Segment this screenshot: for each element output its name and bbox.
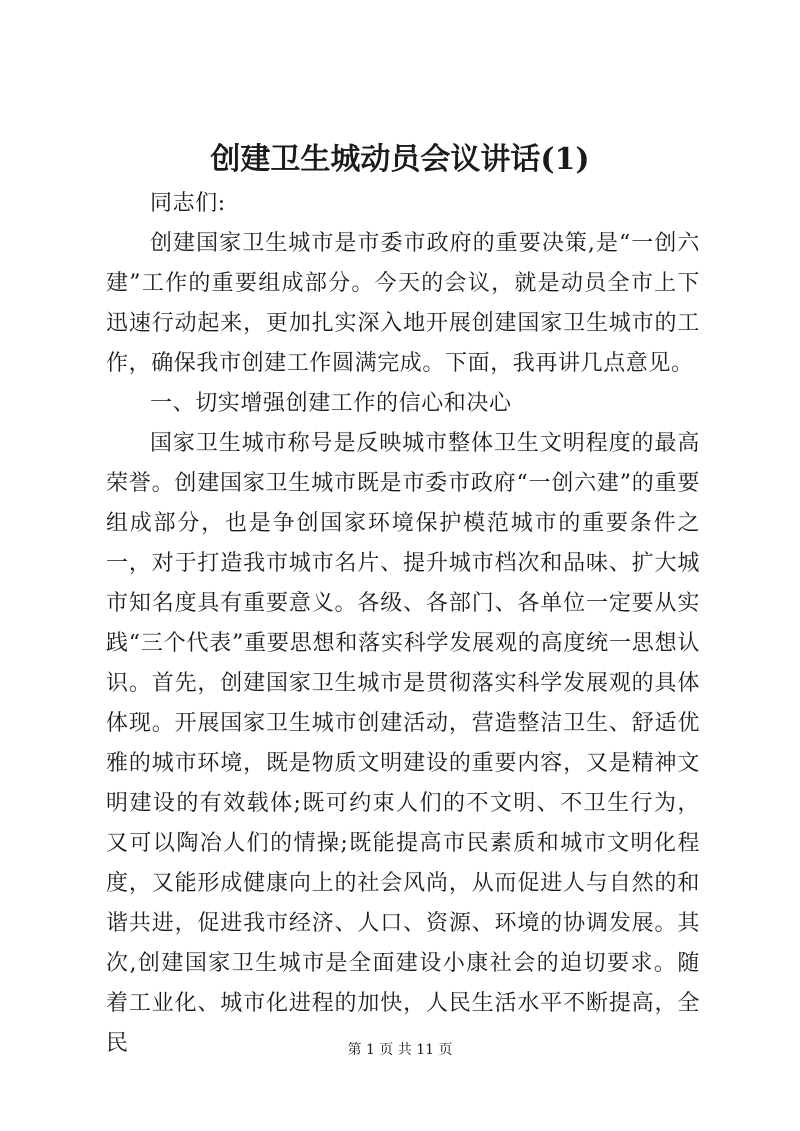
intro-paragraph: 创建国家卫生城市是市委市政府的重要决策,是“一创六建”工作的重要组成部分。今天的会议，就是动员全市上下迅速行动起来，更加扎实深入地开展创建国家卫生城市的工作，确保我市创建工作圆满完成。下面，我再讲几点意见。	[106, 231, 700, 376]
salutation-paragraph: 同志们:	[150, 191, 226, 216]
document-title: 创建卫生城动员会议讲话(1)	[210, 142, 590, 177]
page-number-footer: 第 1 页 共 11 页	[347, 1042, 453, 1058]
document-body	[106, 184, 700, 1064]
body-paragraph: 国家卫生城市称号是反映城市整体卫生文明程度的最高荣誉。创建国家卫生城市既是市委市政府“一创六建”的重要组成部分，也是争创国家环境保护模范城市的重要条件之一，对于打造我市城市名片、提升城市档次和品味、扩大城市知名度具有重要意义。各级、各部门、各单位一定要从实践“三个代表”重要思想和落实科学发展观的高度统一思想认识。首先，创建国家卫生城市是贯彻落实科学发展观的具体体现。开展国家卫生城市创建活动，营造整洁卫生、舒适优雅的城市环境，既是物质文明建设的重要内容，又是精神文明建设的有效载体;既可约束人们的不文明、不卫生行为，又可以陶冶人们的情操;既能提高市民素质和城市文明化程度，又能形成健康向上的社会风尚，从而促进人与自然的和谐共进，促进我市经济、人口、资源、环境的协调发展。其次,创建国家卫生城市是全面建设小康社会的迫切要求。随着工业化、城市化进程的加快，人民生活水平不断提高，全民	[106, 431, 700, 1056]
section-heading: 一、切实增强创建工作的信心和决心	[150, 391, 512, 416]
